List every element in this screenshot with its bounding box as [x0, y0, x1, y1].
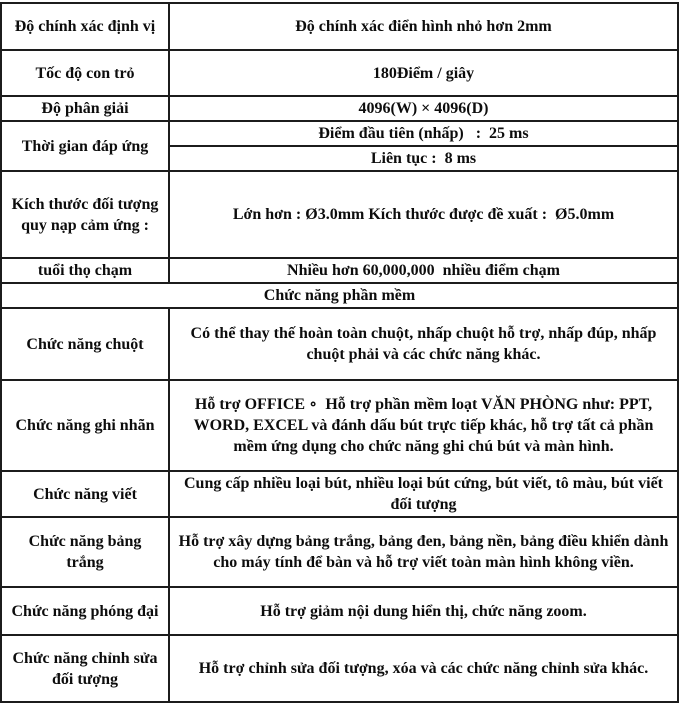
row-software-section-header: [1, 283, 678, 308]
spec-label: Chức năng viết: [1, 471, 169, 517]
section-title: Chức năng phần mềm: [1, 283, 678, 308]
row-magnify-function: [1, 587, 678, 635]
row-cursor-speed: [1, 50, 678, 96]
spec-label: Thời gian đáp ứng: [1, 121, 169, 171]
spec-label: Chức năng bảng trắng: [1, 517, 169, 587]
spec-label: Chức năng phóng đại: [1, 587, 169, 635]
spec-label: Tốc độ con trỏ: [1, 50, 169, 96]
spec-value: Lớn hơn : Ø3.0mm Kích thước được đề xuất : Ø5.0mm: [169, 171, 678, 258]
row-response-time-first: [1, 121, 678, 146]
row-resolution: [1, 96, 678, 121]
row-whiteboard-function: [1, 517, 678, 587]
spec-value: Liên tục : 8 ms: [169, 146, 678, 171]
spec-label: Chức năng chuột: [1, 308, 169, 380]
spec-label: Chức năng chỉnh sửa đối tượng: [1, 635, 169, 702]
spec-value: Có thể thay thế hoàn toàn chuột, nhấp chuột hỗ trợ, nhấp đúp, nhấp chuột phải và các chức năng khác.: [169, 308, 678, 380]
spec-value: Hỗ trợ xây dựng bảng trắng, bảng đen, bảng nền, bảng điều khiển dành cho máy tính để bàn và hỗ trợ viết toàn màn hình không viền.: [169, 517, 678, 587]
spec-value: Hỗ trợ OFFICE ∘ Hỗ trợ phần mềm loạt VĂN PHÒNG như: PPT, WORD, EXCEL và đánh dấu bút trực tiếp khác, hỗ trợ tất cả phần mềm ứng dụng cho chức năng ghi chú bút và màn hình.: [169, 380, 678, 471]
spec-label: Kích thước đối tượng quy nạp cảm ứng :: [1, 171, 169, 258]
row-touch-lifespan: [1, 258, 678, 283]
spec-label: Chức năng ghi nhãn: [1, 380, 169, 471]
spec-value: Hỗ trợ chỉnh sửa đối tượng, xóa và các chức năng chỉnh sửa khác.: [169, 635, 678, 702]
spec-value: Hỗ trợ giảm nội dung hiển thị, chức năng zoom.: [169, 587, 678, 635]
spec-value: Độ chính xác điển hình nhỏ hơn 2mm: [169, 3, 678, 50]
spec-label: tuổi thọ chạm: [1, 258, 169, 283]
spec-label: Độ chính xác định vị: [1, 3, 169, 50]
spec-value: Điểm đầu tiên (nhấp) : 25 ms: [169, 121, 678, 146]
row-positioning-accuracy: [1, 3, 678, 50]
spec-table: [0, 2, 679, 703]
spec-value: Cung cấp nhiều loại bút, nhiều loại bút cứng, bút viết, tô màu, bút viết đối tượng: [169, 471, 678, 517]
spec-value: 180Điểm / giây: [169, 50, 678, 96]
row-mouse-function: [1, 308, 678, 380]
row-writing-function: [1, 471, 678, 517]
row-annotation-function: [1, 380, 678, 471]
row-object-edit-function: [1, 635, 678, 702]
row-induction-object-size: [1, 171, 678, 258]
spec-value: Nhiều hơn 60,000,000 nhiều điểm chạm: [169, 258, 678, 283]
spec-value: 4096(W) × 4096(D): [169, 96, 678, 121]
spec-label: Độ phân giải: [1, 96, 169, 121]
